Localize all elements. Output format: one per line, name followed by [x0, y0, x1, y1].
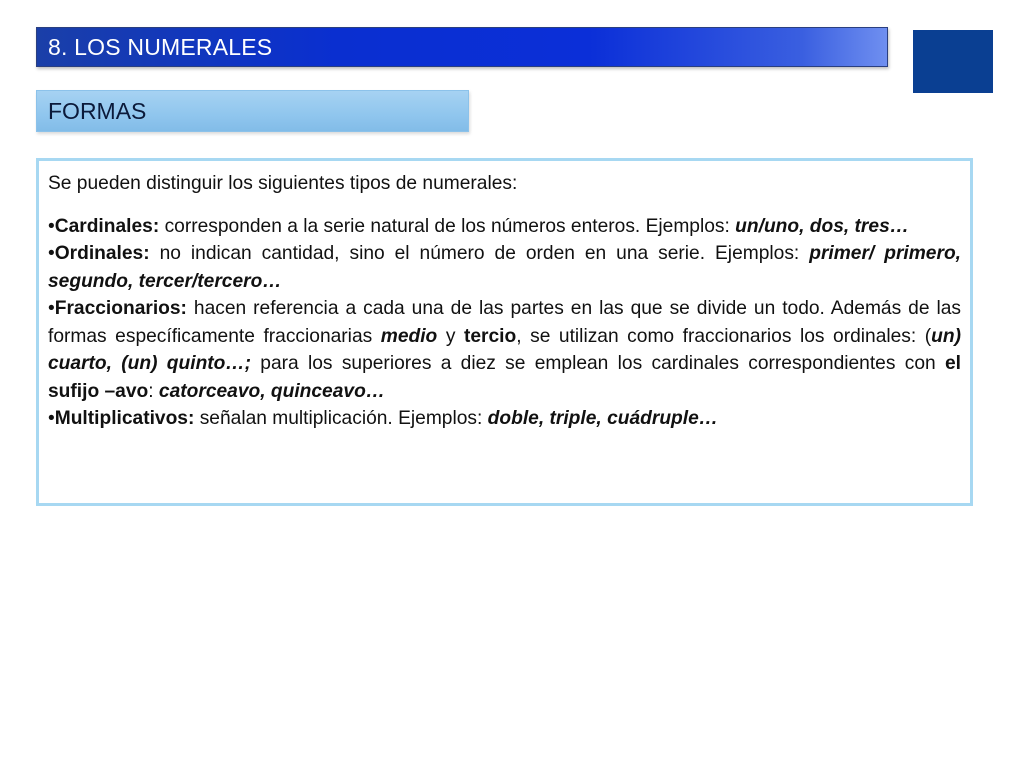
colon: : [148, 380, 159, 402]
logo-square [913, 30, 993, 93]
list-item-fraccionarios [48, 295, 961, 405]
list-item-cardinales [48, 213, 961, 241]
list-item-ordinales [48, 240, 961, 295]
desc-multiplicativos: señalan multiplicación. Ejemplos: [194, 408, 488, 429]
section-title: FORMAS [48, 97, 147, 124]
word-sufijo: el sufijo –avo [48, 353, 961, 402]
desc-cardinales: corresponden a la serie natural de los números enteros. Ejemplos: [159, 215, 736, 237]
intro-text: Se pueden distinguir los siguientes tipos de numerales: [48, 173, 518, 194]
word-un: un) [931, 325, 961, 347]
title-bar [36, 27, 888, 67]
term-multiplicativos: Multiplicativos: [54, 408, 195, 429]
bullet: • [48, 408, 55, 429]
content-text [48, 170, 961, 433]
term-cardinales: Cardinales: [54, 215, 160, 237]
term-ordinales: Ordinales: [54, 243, 150, 264]
desc-fraccionarios-3: para los superiores a diez se emplean los cardinales correspondientes con [250, 353, 945, 374]
bullet: • [48, 298, 55, 319]
term-fraccionarios: Fraccionarios: [54, 298, 187, 319]
examples-cuarto-quinto: cuarto, (un) quinto…; [48, 353, 251, 374]
content-box [36, 158, 973, 506]
bullet: • [48, 243, 55, 264]
examples-cardinales: un/uno, dos, tres… [735, 215, 909, 237]
word-medio: medio [380, 325, 438, 347]
desc-fraccionarios-1: hacen referencia a cada una de las partes en las que se divide un todo. Además de las formas específicamente fraccionarias [48, 298, 961, 347]
desc-ordinales: no indican cantidad, sino el número de orden en una serie. Ejemplos: [149, 243, 810, 264]
section-bar [36, 90, 469, 132]
bullet: • [48, 215, 55, 237]
word-y: y [437, 325, 464, 347]
word-tercio: tercio [463, 325, 517, 347]
examples-fraccionarios: catorceavo, quinceavo… [158, 380, 385, 402]
examples-ordinales: primer/ primero, segundo, tercer/tercero… [48, 243, 961, 292]
list-item-multiplicativos [48, 405, 961, 433]
page-title: 8. LOS NUMERALES [48, 33, 273, 60]
desc-fraccionarios-2: , se utilizan como fraccionarios los ordinales: ( [516, 325, 932, 347]
examples-multiplicativos: doble, triple, cuádruple… [487, 408, 718, 429]
